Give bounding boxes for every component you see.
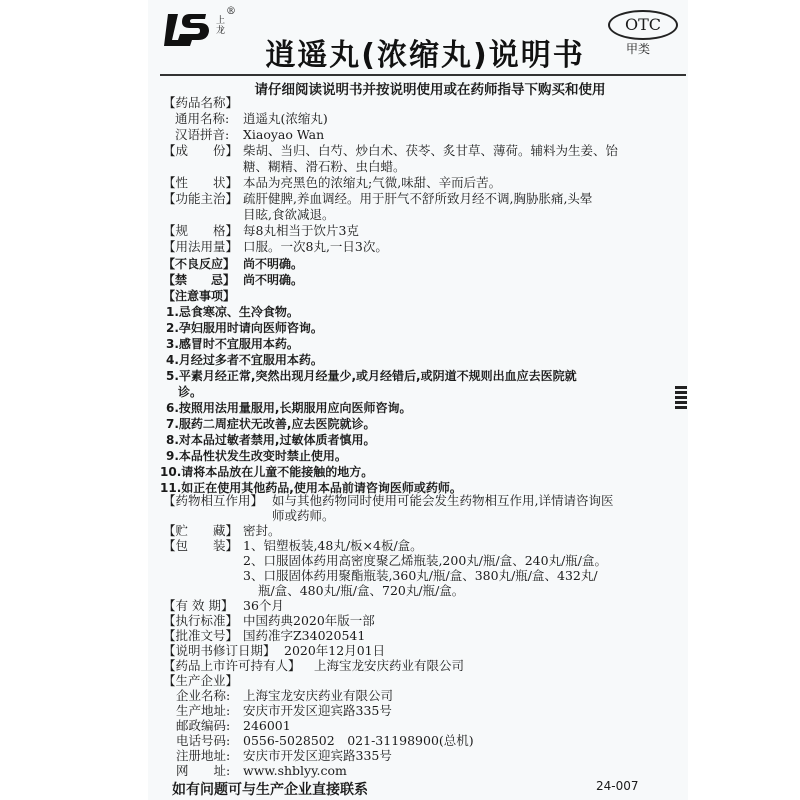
company-label: 网 址: — [176, 763, 231, 778]
precaution-item: 2.孕妇服用时请向医师咨询。 — [166, 321, 323, 335]
label-manufacturer: 【生产企业】 — [163, 673, 239, 688]
website: www.shblyy.com — [243, 763, 347, 778]
production-address: 安庆市开发区迎宾路335号 — [243, 703, 392, 718]
label-adverse: 【不良反应】 — [163, 257, 236, 271]
function-line-2: 目眩,食欲减退。 — [243, 207, 335, 222]
registered-address: 安庆市开发区迎宾路335号 — [243, 748, 392, 763]
label-spec: 【规 格】 — [163, 223, 239, 238]
label-ingredients: 【成 份】 — [163, 143, 239, 158]
otc-class: 甲类 — [626, 42, 651, 56]
page-title: 逍遥丸(浓缩丸)说明书 — [265, 38, 585, 73]
label-revision-date: 【说明书修订日期】 — [163, 643, 276, 658]
precaution-item: 10.请将本品放在儿童不能接触的地方。 — [160, 465, 374, 479]
interactions-line-1: 如与其他药物同时使用可能会发生药物相互作用,详情请咨询医 — [272, 493, 614, 508]
contraindications-value: 尚不明确。 — [243, 273, 304, 287]
adverse-value: 尚不明确。 — [243, 257, 304, 271]
company-label: 电话号码: — [176, 733, 231, 748]
label-storage: 【贮 藏】 — [163, 523, 239, 538]
precaution-item: 7.服药二周症状无改善,应去医院就诊。 — [166, 417, 376, 431]
contact-footer: 如有问题可与生产企业直接联系 — [172, 782, 368, 798]
label-precautions: 【注意事项】 — [163, 289, 236, 303]
label-drug-name: 【药品名称】 — [163, 95, 239, 110]
otc-badge: OTC — [608, 10, 678, 40]
approval-value: 国药准字Z34020541 — [243, 628, 366, 643]
brand-logo-text: 上龙 — [216, 16, 226, 36]
company-name: 上海宝龙安庆药业有限公司 — [243, 688, 394, 703]
company-label: 注册地址: — [176, 748, 231, 763]
revision-date: 2020年12月01日 — [284, 643, 386, 658]
usage-value: 口服。一次8丸,一日3次。 — [243, 239, 388, 254]
precaution-item: 1.忌食寒凉、生冷食物。 — [166, 305, 299, 319]
pinyin-name: Xiaoyao Wan — [243, 127, 325, 142]
label-pinyin: 汉语拼音: — [175, 127, 230, 142]
read-instruction: 请仔细阅读说明书并按说明使用或在药师指导下购买和使用 — [254, 82, 606, 98]
company-label: 邮政编码: — [176, 718, 231, 733]
package-line-1: 1、铝塑板装,48丸/板×4板/盒。 — [243, 538, 423, 553]
package-line-2: 2、口服固体药用高密度聚乙烯瓶装,200丸/瓶/盒、240丸/瓶/盒。 — [243, 553, 607, 568]
ingredients-line-2: 糖、糊精、滑石粉、虫白蜡。 — [243, 159, 406, 174]
precaution-item-cont: 诊。 — [178, 385, 203, 399]
company-label: 生产地址: — [176, 703, 231, 718]
interactions-line-2: 师或药师。 — [272, 508, 335, 523]
generic-name: 逍遥丸(浓缩丸) — [243, 111, 328, 126]
precaution-item: 11.如正在使用其他药品,使用本品前请咨询医师或药师。 — [160, 481, 462, 495]
function-line-1: 疏肝健脾,养血调经。用于肝气不舒所致月经不调,胸胁胀痛,头晕 — [243, 191, 593, 206]
registered-mark: ® — [226, 6, 236, 17]
label-usage: 【用法用量】 — [163, 239, 239, 254]
postal-code: 246001 — [243, 718, 291, 733]
label-interactions: 【药物相互作用】 — [163, 493, 264, 508]
precaution-item: 6.按照用法用量服用,长期服用应向医师咨询。 — [166, 401, 412, 415]
document-code: 24-007 — [596, 779, 639, 793]
label-standard: 【执行标准】 — [163, 613, 239, 628]
label-character: 【性 状】 — [163, 175, 239, 190]
label-generic-name: 通用名称: — [175, 111, 230, 126]
package-line-4: 瓶/盒、480丸/瓶/盒、720丸/瓶/盒。 — [258, 583, 465, 598]
standard-value: 中国药典2020年版一部 — [243, 613, 375, 628]
label-license-holder: 【药品上市许可持有人】 — [163, 658, 301, 673]
spec-value: 每8丸相当于饮片3克 — [243, 223, 359, 238]
label-approval: 【批准文号】 — [163, 628, 239, 643]
validity-value: 36个月 — [243, 598, 284, 613]
storage-value: 密封。 — [243, 523, 281, 538]
precaution-item: 3.感冒时不宜服用本药。 — [166, 337, 299, 351]
label-validity: 【有 效 期】 — [163, 598, 234, 613]
label-contraindications: 【禁 忌】 — [163, 273, 236, 287]
license-holder: 上海宝龙安庆药业有限公司 — [314, 658, 465, 673]
precaution-item: 8.对本品过敏者禁用,过敏体质者慎用。 — [166, 433, 376, 447]
precaution-item: 5.平素月经正常,突然出现月经量少,或月经错后,或阴道不规则出血应去医院就 — [166, 369, 577, 383]
ingredients-line-1: 柴胡、当归、白芍、炒白术、茯苓、炙甘草、薄荷。辅料为生姜、饴 — [243, 143, 619, 158]
precaution-item: 9.本品性状发生改变时禁止使用。 — [166, 449, 347, 463]
precaution-item: 4.月经过多者不宜服用本药。 — [166, 353, 323, 367]
character-value: 本品为亮黑色的浓缩丸;气微,味甜、辛而后苦。 — [243, 175, 502, 190]
label-function: 【功能主治】 — [163, 191, 239, 206]
package-line-3: 3、口服固体药用聚酯瓶装,360丸/瓶/盒、380丸/瓶/盒、432丸/ — [243, 568, 598, 583]
phone-number: 0556-5028502 021-31198900(总机) — [243, 733, 474, 748]
side-marker-bars — [675, 386, 687, 412]
title-divider — [160, 74, 686, 76]
company-label: 企业名称: — [176, 688, 231, 703]
label-package: 【包 装】 — [163, 538, 239, 553]
